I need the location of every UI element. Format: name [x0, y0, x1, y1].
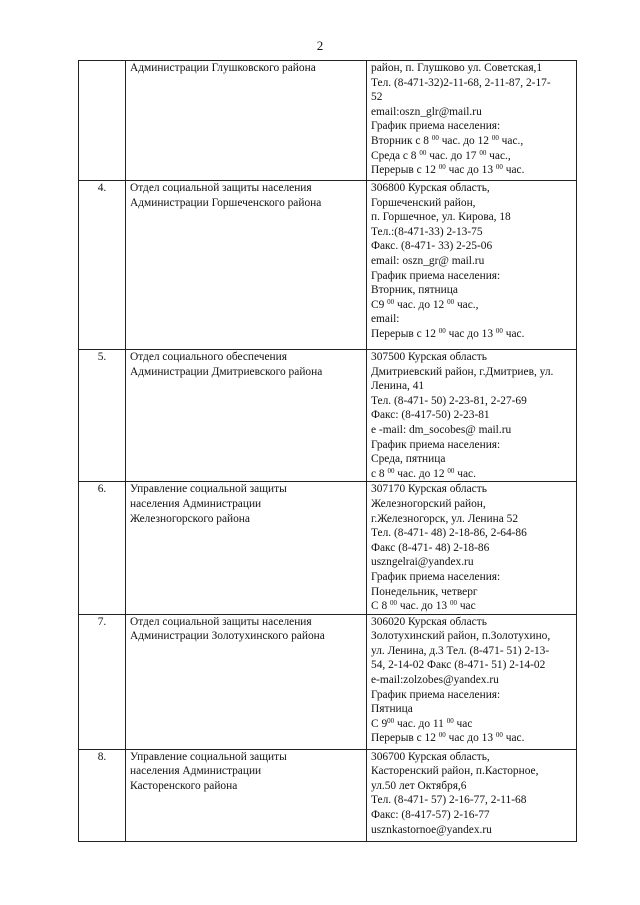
department-name: [126, 750, 366, 794]
departments-table: [78, 60, 577, 842]
contact-info-cell: [367, 61, 577, 181]
contact-line: [371, 570, 576, 585]
contact-text: Касторенский район, п.Касторное,: [371, 765, 539, 778]
contact-text: час.,: [498, 134, 524, 147]
contact-line: [371, 526, 576, 541]
time-minutes-superscript: 00: [390, 599, 397, 608]
department-name-line: Касторенского района: [130, 779, 238, 792]
contact-text: час.: [454, 467, 476, 480]
contact-line: [371, 615, 576, 630]
department-name: [126, 181, 366, 210]
contact-text: 306020 Курская область: [371, 615, 487, 628]
time-minutes-superscript: 00: [446, 716, 454, 725]
contact-text: Факс. (8-471- 33) 2-25-06: [371, 240, 493, 253]
department-name-line: Администрации Дмитриевского района: [130, 365, 323, 378]
contact-text: г.Железногорск, ул. Ленина 52: [371, 512, 519, 525]
contact-text: час. до 12: [438, 134, 492, 147]
contact-text: 306800 Курская область,: [371, 182, 490, 194]
contact-line: [371, 658, 576, 673]
department-name-cell: [126, 482, 367, 614]
contact-line: [371, 196, 576, 211]
contact-line: [371, 452, 576, 467]
contact-text: Понедельник, четверг: [371, 585, 478, 598]
department-name-cell: [126, 350, 367, 482]
contact-line: [371, 76, 576, 91]
contact-line: [371, 163, 576, 178]
department-name-line: Железногорского района: [130, 512, 250, 525]
time-minutes-superscript: 00: [387, 466, 395, 475]
time-minutes-superscript: 00: [495, 731, 503, 740]
contact-text: час до 13: [445, 327, 496, 340]
table-row: [79, 482, 577, 614]
contact-text: Перерыв с 12: [371, 327, 439, 340]
contact-text: График приема населения:: [371, 120, 501, 133]
contact-line: [371, 808, 576, 823]
department-name-line: Отдел социального обеспечения: [130, 351, 287, 363]
contact-line: [371, 298, 576, 313]
contact-text: Ленина, 41: [371, 380, 425, 393]
contact-text: час.,: [454, 298, 479, 311]
contact-text: С9: [371, 298, 388, 311]
contact-text: 307500 Курская область: [371, 351, 487, 363]
contact-text: Дмитриевский район, г.Дмитриев, ул.: [371, 365, 554, 378]
contact-line: [371, 149, 576, 164]
contact-text: Тел. (8-471- 48) 2-18-86, 2-64-86: [371, 527, 527, 540]
contact-text: С 9: [371, 717, 388, 730]
contact-line: [371, 423, 576, 438]
contact-text: Факс: (8-417-57) 2-16-77: [371, 809, 490, 822]
contact-text: Пятница: [371, 703, 413, 716]
contact-text: ул. Ленина, д.3 Тел. (8-471- 51) 2-13-: [371, 644, 550, 657]
contact-line: [371, 379, 576, 394]
time-minutes-superscript: 00: [495, 326, 503, 335]
contact-line: [371, 702, 576, 717]
row-number-cell: [79, 614, 126, 749]
contact-line: [371, 497, 576, 512]
contact-text: час. до 13: [397, 600, 450, 613]
table-row: [79, 614, 577, 749]
time-minutes-superscript: 00: [431, 133, 439, 142]
contact-line: [371, 750, 576, 765]
row-number-cell: [79, 749, 126, 841]
contact-text: email:oszn_glr@mail.ru: [371, 105, 482, 118]
contact-info-cell: [367, 749, 577, 841]
contact-line: [371, 512, 576, 527]
time-minutes-superscript: 00: [438, 731, 446, 740]
department-name: [126, 350, 366, 379]
department-name-line: Отдел социальной защиты населения: [130, 182, 312, 194]
contact-text: час.: [502, 164, 525, 177]
contact-line: [371, 823, 576, 838]
contact-line: [371, 327, 576, 342]
contact-text: usznkastornoe@yandex.ru: [371, 823, 492, 836]
contact-line: [371, 731, 576, 746]
contact-text: 307170 Курская область: [371, 483, 487, 496]
contact-info: [367, 482, 576, 613]
contact-line: [371, 555, 576, 570]
contact-text: час. до 17: [426, 149, 480, 162]
time-minutes-superscript: 00: [438, 326, 446, 335]
contact-text: час. до 12: [394, 298, 448, 311]
contact-line: [371, 793, 576, 808]
contact-line: [371, 688, 576, 703]
row-number: 7.: [97, 615, 107, 628]
time-minutes-superscript: 00: [438, 163, 446, 172]
department-name: [126, 61, 366, 76]
contact-info: [367, 750, 576, 838]
contact-line: [371, 585, 576, 600]
time-minutes-superscript: 00: [387, 297, 395, 306]
contact-text: п. Горшечное, ул. Кирова, 18: [371, 211, 511, 224]
contact-line: [371, 181, 576, 196]
time-minutes-superscript: 00: [419, 148, 427, 157]
row-number-cell: [79, 350, 126, 482]
contact-text: Горшеченский район,: [371, 196, 476, 209]
department-name-cell: [126, 614, 367, 749]
contact-line: [371, 61, 576, 76]
contact-text: Вторник с 8: [371, 134, 432, 147]
row-number: 5.: [97, 351, 107, 363]
contact-text: час.,: [486, 149, 511, 162]
contact-text: С 8: [371, 600, 390, 613]
page-number: 2: [316, 38, 324, 53]
contact-line: [371, 599, 576, 614]
time-minutes-superscript: 00: [479, 148, 487, 157]
contact-info-cell: [367, 181, 577, 350]
contact-text: 306700 Курская область,: [371, 750, 490, 763]
contact-text: График приема населения:: [371, 688, 501, 701]
contact-line: [371, 629, 576, 644]
contact-text: ул.50 лет Октября,6: [371, 779, 467, 792]
contact-text: e -mail: dm_socobes@ mail.ru: [371, 423, 512, 436]
contact-text: Вторник, пятница: [371, 284, 458, 297]
contact-info-cell: [367, 482, 577, 614]
departments-table-body: [79, 61, 577, 842]
contact-line: [371, 239, 576, 254]
contact-text: Перерыв с 12: [371, 732, 439, 745]
table-row: [79, 350, 577, 482]
department-name-cell: [126, 61, 367, 181]
contact-info: [367, 61, 576, 178]
contact-line: [371, 467, 576, 482]
time-minutes-superscript: 00: [491, 133, 499, 142]
contact-info-cell: [367, 614, 577, 749]
contact-line: [371, 105, 576, 120]
contact-info-cell: [367, 350, 577, 482]
department-name-line: Администрации Золотухинского района: [130, 630, 325, 643]
department-name-line: Администрации Горшеченского района: [130, 196, 322, 209]
contact-text: Тел.:(8-471-33) 2-13-75: [371, 225, 483, 238]
table-row: [79, 181, 577, 350]
contact-text: час: [453, 717, 473, 730]
contact-line: [371, 394, 576, 409]
contact-text: График приема населения:: [371, 570, 501, 583]
department-name-line: Отдел социальной защиты населения: [130, 615, 312, 628]
department-name-cell: [126, 181, 367, 350]
table-row: [79, 61, 577, 181]
contact-text: График приема населения:: [371, 438, 501, 451]
contact-text: 54, 2-14-02 Факс (8-471- 51) 2-14-02: [371, 659, 546, 672]
department-name-line: населения Администрации: [130, 765, 262, 778]
contact-line: [371, 482, 576, 497]
contact-info: [367, 181, 576, 342]
contact-line: [371, 254, 576, 269]
contact-text: час. до 11: [394, 717, 447, 730]
contact-text: Факс: (8-417-50) 2-23-81: [371, 409, 490, 422]
contact-line: [371, 134, 576, 149]
department-name-line: Управление социальной защиты: [130, 483, 287, 496]
contact-line: [371, 90, 576, 105]
contact-text: uszngelrai@yandex.ru: [371, 556, 474, 569]
department-name: [126, 482, 366, 526]
contact-text: e-mail:zolzobes@yandex.ru: [371, 674, 499, 687]
contact-line: [371, 119, 576, 134]
time-minutes-superscript: 00: [387, 716, 395, 725]
contact-line: [371, 225, 576, 240]
table-row: [79, 749, 577, 841]
contact-line: [371, 541, 576, 556]
contact-text: Тел. (8-471- 57) 2-16-77, 2-11-68: [371, 794, 527, 807]
contact-text: Тел. (8-471-32)2-11-68, 2-11-87, 2-17-: [371, 76, 551, 89]
department-name-cell: [126, 749, 367, 841]
department-name-line: населения Администрации: [130, 497, 262, 510]
row-number-cell: [79, 61, 126, 181]
row-number: 8.: [97, 750, 107, 763]
department-name-line: Управление социальной защиты: [130, 750, 287, 763]
contact-text: email:: [371, 313, 400, 326]
contact-text: 52: [371, 91, 383, 104]
contact-text: час.: [502, 732, 525, 745]
contact-line: [371, 365, 576, 380]
department-name: [126, 615, 366, 644]
contact-text: Тел. (8-471- 50) 2-23-81, 2-27-69: [371, 394, 527, 407]
contact-info: [367, 615, 576, 746]
contact-line: [371, 779, 576, 794]
row-number-cell: [79, 482, 126, 614]
department-name-line: Администрации Глушковского района: [130, 62, 316, 74]
time-minutes-superscript: 00: [495, 163, 503, 172]
contact-info: [367, 350, 576, 481]
contact-line: [371, 408, 576, 423]
contact-line: [371, 764, 576, 779]
contact-text: email: oszn_gr@ mail.ru: [371, 254, 485, 267]
contact-line: [371, 350, 576, 365]
contact-text: График приема населения:: [371, 269, 501, 282]
contact-text: с 8: [371, 467, 388, 480]
contact-line: [371, 210, 576, 225]
contact-text: Факс (8-471- 48) 2-18-86: [371, 541, 490, 554]
contact-text: Перерыв с 12: [371, 164, 439, 177]
contact-line: [371, 673, 576, 688]
contact-line: [371, 312, 576, 327]
row-number: 6.: [97, 483, 107, 496]
contact-text: Среда, пятница: [371, 453, 446, 466]
time-minutes-superscript: 00: [447, 466, 455, 475]
contact-line: [371, 717, 576, 732]
contact-text: час: [456, 600, 476, 613]
contact-text: Железногорский район,: [371, 497, 486, 510]
contact-line: [371, 269, 576, 284]
contact-text: час. до 12: [394, 467, 448, 480]
contact-text: Золотухинский район, п.Золотухино,: [371, 630, 551, 643]
time-minutes-superscript: 00: [449, 599, 457, 608]
contact-line: [371, 438, 576, 453]
row-number-cell: [79, 181, 126, 350]
time-minutes-superscript: 00: [447, 297, 455, 306]
contact-text: час.: [502, 327, 525, 340]
row-number: 4.: [97, 182, 107, 194]
contact-line: [371, 283, 576, 298]
contact-text: час до 13: [445, 732, 496, 745]
contact-text: район, п. Глушково ул. Советская,1: [371, 62, 543, 74]
contact-line: [371, 644, 576, 659]
contact-text: час до 13: [445, 164, 496, 177]
contact-text: Среда с 8: [371, 149, 420, 162]
